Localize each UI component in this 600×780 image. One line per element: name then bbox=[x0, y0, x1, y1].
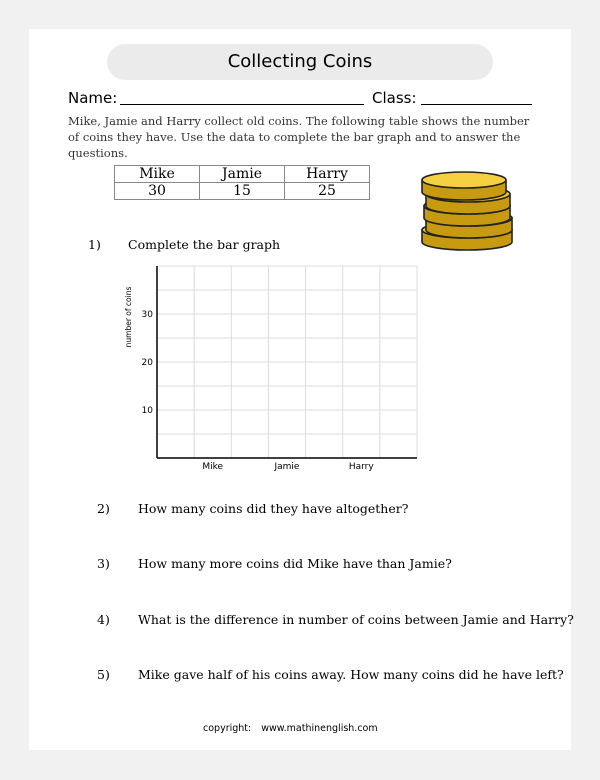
table-cell: 30 bbox=[115, 183, 200, 200]
page-title: Collecting Coins bbox=[107, 44, 493, 80]
question-number: 4) bbox=[97, 612, 110, 627]
coins-table bbox=[114, 165, 370, 200]
question-number: 3) bbox=[97, 556, 110, 571]
question-number: 5) bbox=[97, 667, 110, 682]
table-header-cell: Harry bbox=[285, 166, 370, 183]
y-tick-label: 10 bbox=[141, 406, 153, 416]
question-text: What is the difference in number of coins between Jamie and Harry? bbox=[138, 612, 574, 627]
intro-line: of coins they have. Use the data to complete the bar graph and to answer the questions. bbox=[68, 130, 521, 160]
x-tick-label: Jamie bbox=[274, 462, 300, 472]
intro-line: Mike, Jamie and Harry collect old coins. The following table shows the number bbox=[68, 114, 530, 128]
question-text: How many coins did they have altogether? bbox=[138, 501, 409, 516]
question-number: 2) bbox=[97, 501, 110, 516]
table-header-cell: Mike bbox=[115, 166, 200, 183]
question-text: How many more coins did Mike have than Jamie? bbox=[138, 556, 452, 571]
copyright-footer bbox=[203, 723, 378, 734]
question-number: 1) bbox=[88, 237, 101, 252]
table-cell: 25 bbox=[285, 183, 370, 200]
table-header-cell: Jamie bbox=[200, 166, 285, 183]
class-label: Class: bbox=[372, 89, 417, 107]
table-cell: 15 bbox=[200, 183, 285, 200]
bar-graph[interactable] bbox=[118, 262, 424, 476]
question-text: Complete the bar graph bbox=[128, 237, 281, 252]
x-tick-label: Harry bbox=[348, 462, 374, 472]
copyright-label: copyright: bbox=[203, 723, 252, 734]
name-field[interactable] bbox=[120, 104, 364, 105]
table-header-row bbox=[115, 166, 370, 183]
name-label: Name: bbox=[68, 89, 118, 107]
coin-stack-image bbox=[414, 166, 520, 258]
y-axis-label: number of coins bbox=[124, 286, 133, 348]
y-tick-label: 30 bbox=[141, 310, 153, 320]
table-row bbox=[115, 183, 370, 200]
intro-text bbox=[68, 113, 548, 161]
coin bbox=[422, 172, 506, 200]
y-tick-label: 20 bbox=[141, 358, 153, 368]
question-text: Mike gave half of his coins away. How many coins did he have left? bbox=[138, 667, 564, 682]
class-field[interactable] bbox=[421, 104, 532, 105]
x-tick-label: Mike bbox=[202, 462, 224, 472]
copyright-link[interactable]: www.mathinenglish.com bbox=[261, 723, 378, 734]
